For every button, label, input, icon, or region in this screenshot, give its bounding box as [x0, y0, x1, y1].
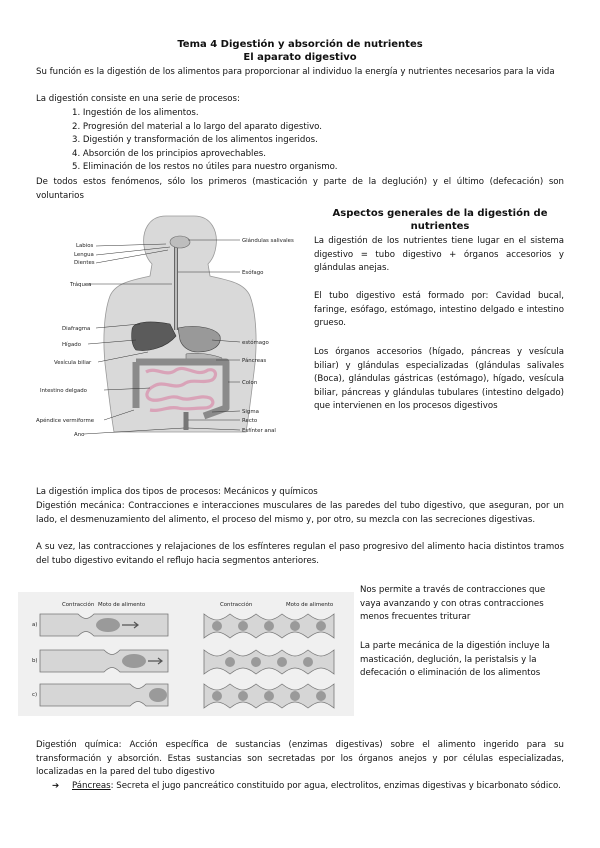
process-types: La digestión implica dos tipos de procesos: Mecánicos y químicos — [36, 487, 318, 497]
aspects-paragraph-2: El tubo digestivo está formado por: Cavidad bucal, faringe, esófago, estómago, intestino delgado e intestino grueso. — [314, 291, 564, 328]
label-pancreas: Páncreas — [242, 358, 267, 364]
sphincter-paragraph: A su vez, las contracciones y relajaciones de los esfínteres regulan el paso progresivo del alimento hacia distintos tramos del tubo digestivo evitando el reflujo hacia segmentos anteriores. — [36, 542, 564, 566]
label-esofago: Esófago — [242, 270, 264, 276]
list-item: 5. Eliminación de los restos no útiles para nuestro organismo. — [72, 162, 338, 172]
chemical-text: : Acción específica de sustancias (enzimas digestivas) sobre el alimento ingerido para su transformación y absorción. Estas sustancias son secretadas por los órganos anejos y por células especializadas, localizadas en la pared del tubo digestivo — [36, 740, 564, 777]
label-apendice: Apéndice vermiforme — [36, 418, 95, 424]
pancreas-label: Páncreas — [72, 781, 111, 791]
label-colon: Colon — [242, 380, 258, 386]
label-estomago: estómago — [242, 340, 269, 346]
label-glandulas: Glándulas salivales — [242, 238, 294, 244]
aspects-paragraph-1: La digestión de los nutrientes tiene lugar en el sistema digestivo = tubo digestivo + órganos accesorios y glándulas anejas. — [314, 236, 564, 273]
aspects-paragraph-3: Los órganos accesorios (hígado, páncreas y vesícula biliar) y glándulas especializadas (glándulas salivales (Boca), glándulas gástricas (estómago), hígado, vesícula biliar, páncreas y glándulas tubulares (intestino delgado) que intervienen en los procesos digestivos — [314, 347, 564, 411]
label-higado: Hígado — [62, 342, 81, 348]
label-esfinter: Esfínter anal — [242, 428, 276, 434]
process-list — [72, 107, 552, 175]
voluntary-paragraph: De todos estos fenómenos, sólo los primeros (masticación y parte de la deglución) y el último (defecación) son voluntarios — [36, 177, 564, 201]
fig-label-a: a) — [32, 622, 38, 628]
aspects-heading: Aspectos generales de la digestión de nutrientes — [332, 208, 548, 232]
fig-label-contraccion-1: Contracción — [62, 602, 95, 608]
peristalsis-figure — [18, 592, 354, 716]
label-diafragma: Diafragma — [62, 326, 91, 332]
fig-label-bolo-2: Moto de alimento — [286, 602, 334, 608]
fig-label-bolo-1: Moto de alimento — [98, 602, 146, 608]
page-subtitle: El aparato digestivo — [243, 52, 357, 63]
list-item: 3. Digestión y transformación de los alimentos ingeridos. — [72, 135, 318, 145]
label-lengua: Lengua — [74, 252, 94, 258]
pancreas-bullet — [72, 780, 564, 794]
label-traquea: Tráquea — [70, 282, 92, 288]
list-item: 4. Absorción de los principios aprovechables. — [72, 148, 266, 159]
mechanical-paragraph — [36, 500, 564, 527]
fig-label-c: c) — [32, 692, 38, 698]
mechanical-label: Digestión mecánica — [36, 501, 122, 511]
label-labios: Labios — [76, 243, 94, 249]
mechanical-text: : Contracciones e interacciones musculares de las paredes del tubo digestivo, que aseguran, por un lado, el desmenuzamiento del alimento, el proceso del mismo y, por otro, su mezcla con las secreciones digestivas. — [36, 501, 564, 525]
label-recto: Recto — [242, 418, 258, 424]
bullet-arrow-icon: ➔ — [52, 781, 60, 791]
page-title: Tema 4 Digestión y absorción de nutrientes — [177, 39, 423, 50]
fig-label-b: b) — [32, 658, 38, 664]
list-item: 2. Progresión del material a lo largo del aparato digestivo. — [72, 121, 323, 132]
peristalsis-text-2: La parte mecánica de la digestión incluye la masticación, deglución, la peristalsis y la defecación o eliminación de los alimentos — [360, 641, 550, 678]
list-item: 1. Ingestión de los alimentos. — [72, 108, 199, 118]
function-paragraph: Su función es la digestión de los alimentos para proporcionar al individuo la energía y nutrientes necesarios para la vida — [36, 67, 555, 77]
label-ano: Ano — [74, 432, 85, 438]
pancreas-text: : Secreta el jugo pancreático constituido por agua, electrolitos, enzimas digestivas y bicarbonato sódico. — [110, 781, 561, 791]
chemical-paragraph — [36, 739, 564, 780]
peristalsis-text-1: Nos permite a través de contracciones que vaya avanzando y con otras contracciones menos frecuentes triturar — [360, 585, 546, 622]
label-vesicula: Vesícula biliar — [54, 360, 92, 366]
chemical-label: Digestión química — [36, 740, 119, 750]
process-intro: La digestión consiste en una serie de procesos: — [36, 94, 240, 104]
digestive-system-figure — [36, 212, 304, 444]
label-intestino-delgado: Intestino delgado — [40, 388, 87, 394]
fig-label-contraccion-2: Contracción — [220, 602, 253, 608]
label-dientes: Dientes — [74, 260, 95, 266]
label-sigma: Sigma — [242, 409, 259, 415]
